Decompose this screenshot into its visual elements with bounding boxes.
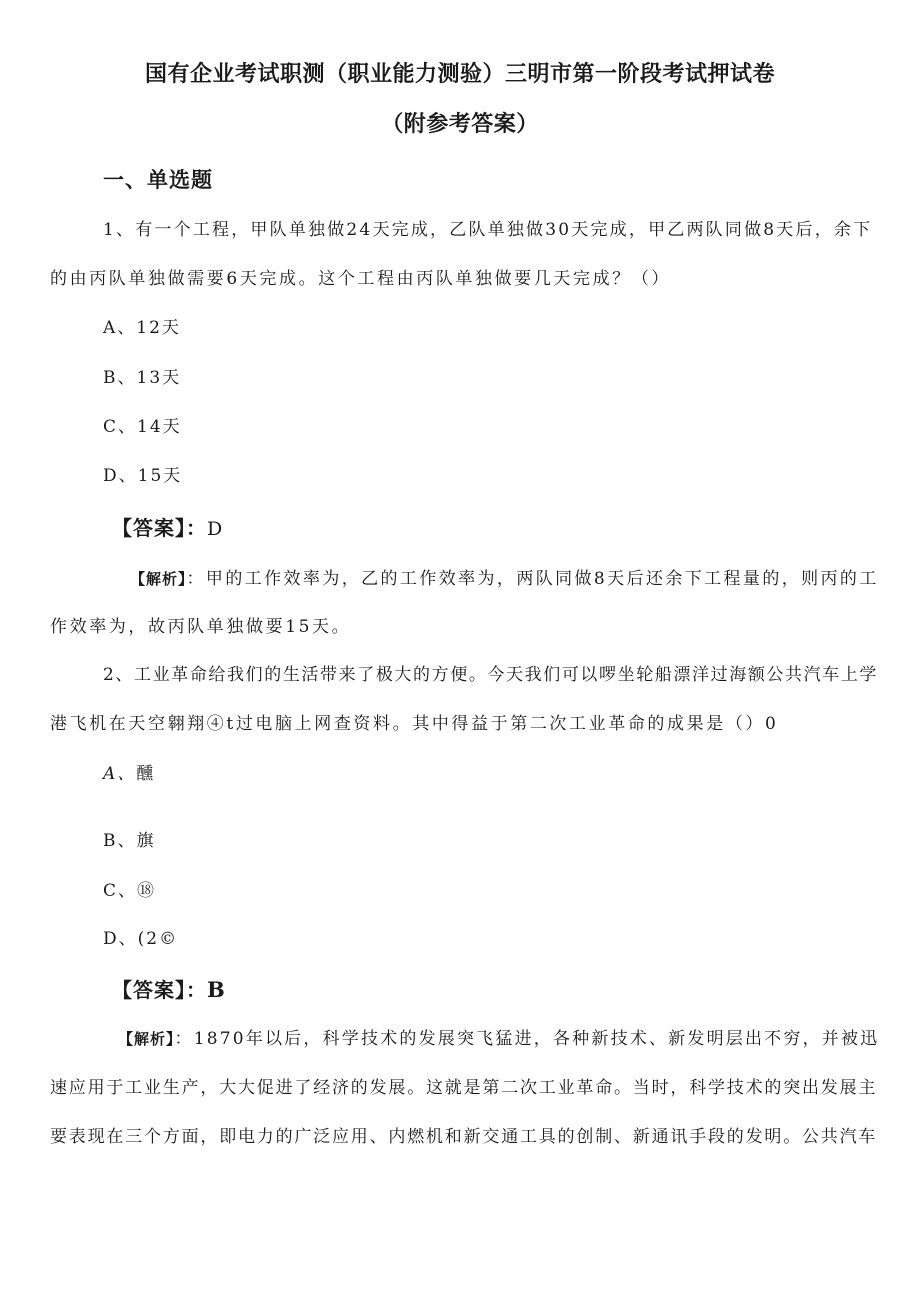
analysis-text: ：1870年以后，科学技术的发展突飞猛进，各种新技术、新发明层出不穷，并被迅 — [174, 1029, 880, 1049]
answer-label: 【答案】： — [112, 516, 207, 540]
option-text: 14天 — [137, 417, 182, 437]
question-2-analysis-line-2: 速应用于工业生产，大大促进了经济的发展。这就是第二次工业革命。当时，科学技术的突出发展主 — [50, 1078, 878, 1098]
option-text: 12天 — [136, 318, 181, 338]
question-2-stem-line-2: 港飞机在天空翱翔④t过电脑上网查资料。其中得益于第二次工业革命的成果是（）0 — [50, 714, 779, 734]
analysis-label: 【解析】 — [118, 1030, 175, 1048]
question-2-analysis-line-3: 要表现在三个方面，即电力的广泛应用、内燃机和新交通工具的创制、新通讯手段的发明。公共汽车 — [50, 1127, 878, 1147]
question-1-answer — [112, 514, 223, 543]
question-1-option-b — [103, 366, 181, 390]
analysis-text: ：甲的工作效率为，乙的工作效率为，两队同做8天后还余下工程量的，则丙的工 — [186, 569, 879, 589]
option-text: 旗 — [136, 831, 156, 851]
option-text: ⑱ — [137, 881, 157, 901]
analysis-label: 【解析】 — [130, 570, 187, 588]
question-1-stem-line-1: 1、有一个工程，甲队单独做24天完成，乙队单独做30天完成，甲乙两队同做8天后，余下 — [103, 220, 873, 240]
option-text: (2© — [137, 929, 179, 949]
option-text: 15天 — [137, 466, 183, 486]
option-letter: A、 — [103, 318, 137, 338]
answer-value: B — [207, 977, 226, 1002]
option-letter: D、 — [103, 929, 138, 949]
option-letter: B、 — [103, 831, 137, 851]
question-2-answer — [112, 976, 226, 1004]
question-1-analysis-line-2: 作效率为，故丙队单独做要15天。 — [50, 617, 352, 637]
question-2-option-b — [103, 829, 156, 853]
option-letter: A、 — [103, 764, 137, 784]
option-text: 13天 — [136, 368, 182, 388]
document-title-line-2: （附参考答案） — [381, 112, 539, 137]
question-2-option-a — [103, 762, 155, 786]
question-2-option-c — [103, 879, 156, 903]
question-1-stem-line-2: 的由丙队单独做需要6天完成。这个工程由丙队单独做要几天完成？（） — [50, 269, 672, 289]
question-1-option-a — [103, 316, 181, 340]
question-2-analysis-line-1 — [118, 1027, 879, 1051]
answer-label: 【答案】： — [112, 978, 207, 1002]
section-heading: 一、单选题 — [103, 168, 213, 192]
question-1-option-d — [103, 464, 182, 488]
option-letter: C、 — [103, 881, 138, 901]
answer-value: D — [207, 518, 224, 540]
option-letter: B、 — [103, 368, 137, 388]
option-letter: C、 — [103, 417, 138, 437]
option-text: 醺 — [136, 764, 156, 784]
question-1-option-c — [103, 415, 182, 439]
document-title-line-1: 国有企业考试职测（职业能力测验）三明市第一阶段考试押试卷 — [144, 62, 775, 87]
question-2-option-d — [103, 927, 178, 951]
question-2-stem-line-1: 2、工业革命给我们的生活带来了极大的方便。今天我们可以啰坐轮船漂洋过海额公共汽车上学 — [103, 665, 879, 685]
option-letter: D、 — [103, 466, 138, 486]
question-1-analysis-line-1 — [130, 567, 879, 591]
